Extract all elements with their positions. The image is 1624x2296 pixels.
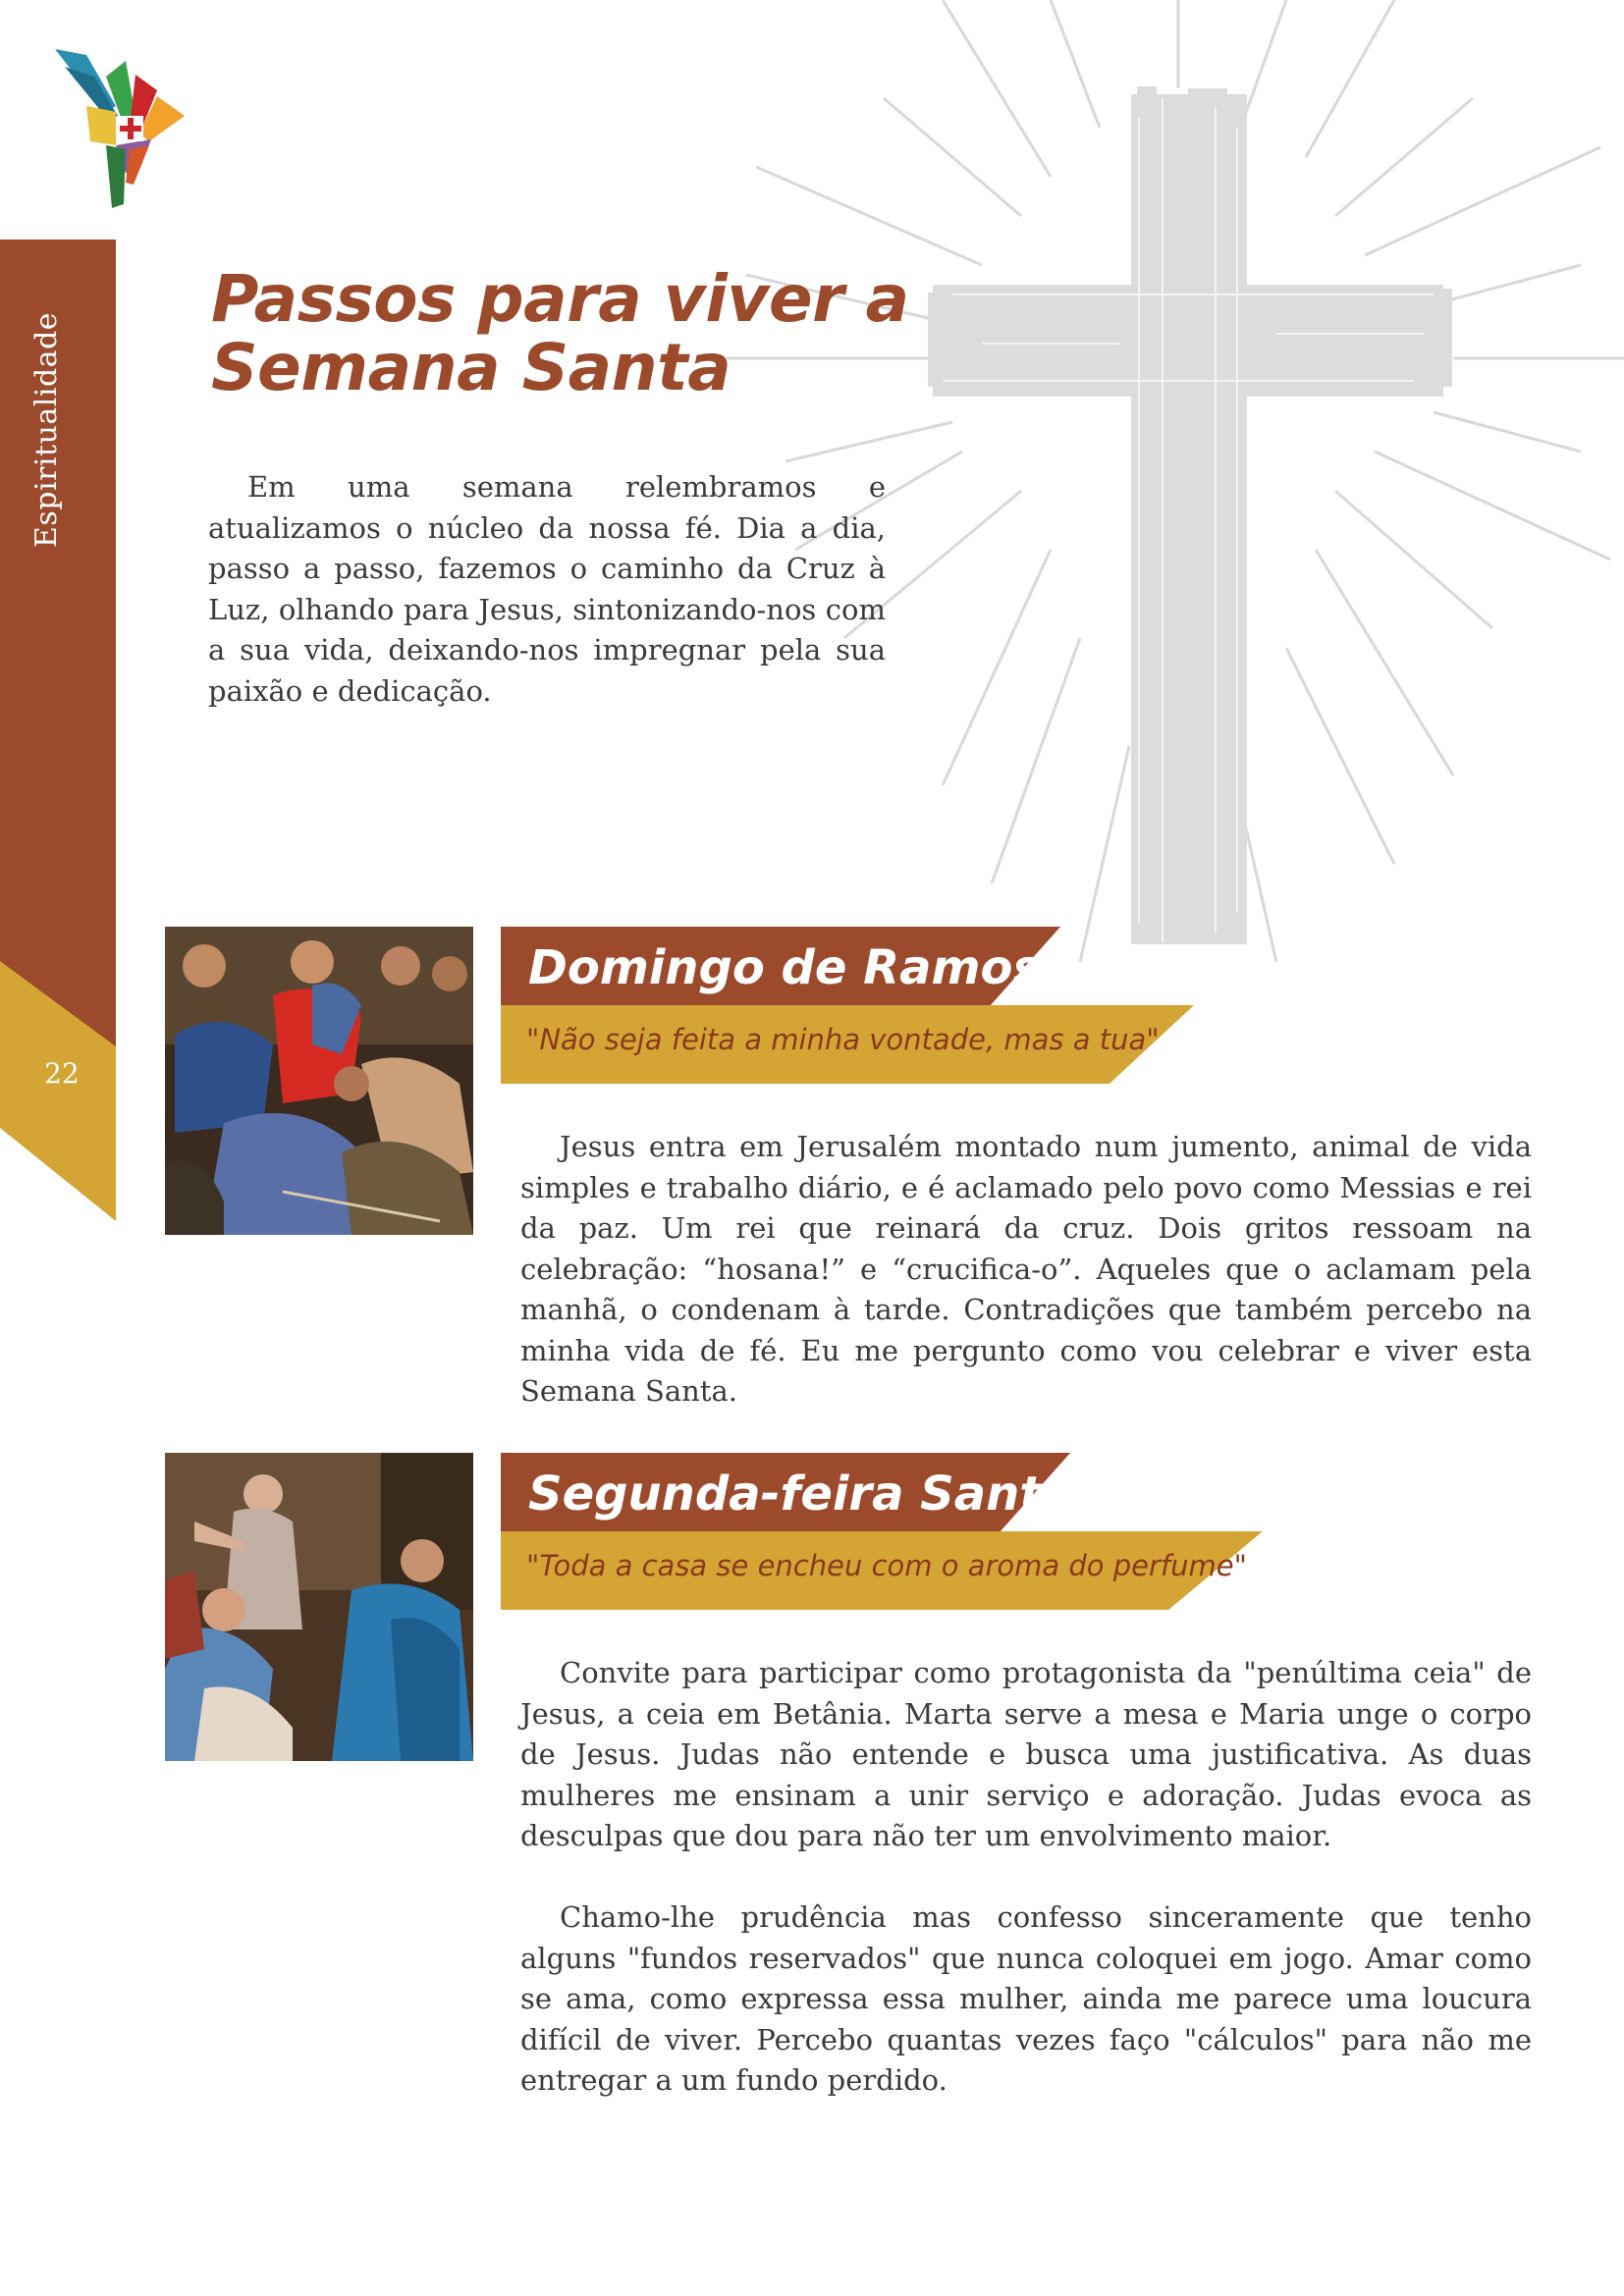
page-title [211, 261, 997, 405]
page-title-line1: Passos para viver a [211, 261, 909, 337]
section-quote: "Toda a casa se encheu com o aroma do perfume" [526, 1549, 1247, 1582]
painting-palm-sunday-icon [165, 927, 473, 1235]
banner-segunda-feira-santa [501, 1453, 1267, 1610]
section-quote: "Não seja feita a minha vontade, mas a tua" [526, 1023, 1160, 1056]
section-title: Domingo de Ramos: [528, 940, 1060, 995]
section-label: Espiritualidade [29, 311, 64, 548]
page-title-line2: Semana Santa [211, 330, 731, 405]
page-number: 22 [44, 1057, 80, 1090]
section-paragraph: Convite para participar como protagonista da "penúltima ceia" de Jesus, a ceia em Betânia. Marta serve a mesa e Maria unge o corpo de Jesus. Judas não entende e busca uma justificativa. As duas mulheres me ensinam a unir serviço e adoração. Judas evoca as desculpas que dou para não ter um envolvimento maior. [520, 1656, 1532, 1852]
section-body-segunda [520, 1653, 1532, 2142]
banner-domingo-de-ramos [501, 927, 1267, 1084]
logo-icon [47, 47, 194, 214]
painting-bethany-icon [165, 1453, 473, 1761]
intro-paragraph: Em uma semana relembramos e atualizamos o núcleo da nossa fé. Dia a dia, passo a passo, fazemos o caminho da Cruz à Luz, olhando para Jesus, sintonizando-nos com a sua vida, deixando-nos impregnar pela sua paixão e dedicação. [208, 470, 886, 708]
organization-logo [47, 47, 194, 214]
section-paragraph: Chamo-lhe prudência mas confesso sinceramente que tenho alguns "fundos reservados" que nunca coloquei em jogo. Amar como se ama, como expressa essa mulher, ainda me parece uma loucura difícil de viver. Percebo quantas vezes faço "cálculos" para não me entregar a um fundo perdido. [520, 1900, 1532, 2097]
section-body-domingo [520, 1127, 1532, 1453]
section-paragraph: Jesus entra em Jerusalém montado num jumento, animal de vida simples e trabalho diário, e é aclamado pelo povo como Messias e rei da paz. Um rei que reinará da cruz. Dois gritos ressoam na celebração: “hosana!” e “crucifica-o”. Aqueles que o aclamam pela manhã, o condenam à tarde. Contradições que também percebo na minha vida de fé. Eu me pergunto como vou celebrar e viver esta Semana Santa. [520, 1130, 1532, 1408]
section-title: Segunda-feira Santa [528, 1467, 1074, 1522]
